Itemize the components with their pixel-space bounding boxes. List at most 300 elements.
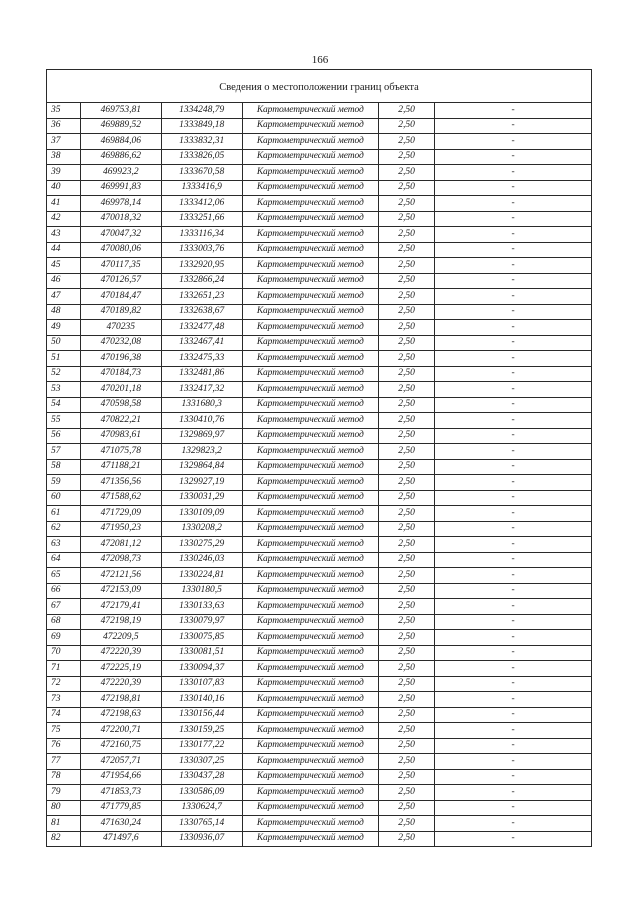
point-number-cell: 63 (47, 537, 81, 553)
coordinate-x-cell: 471950,23 (80, 521, 161, 537)
coordinate-y-cell: 1330307,25 (161, 754, 242, 770)
accuracy-cell: 2,50 (378, 413, 434, 429)
point-number-cell: 62 (47, 521, 81, 537)
point-number-cell: 79 (47, 785, 81, 801)
method-cell: Картометрический метод (242, 320, 378, 336)
coordinate-x-cell: 472179,41 (80, 599, 161, 615)
point-number-cell: 77 (47, 754, 81, 770)
accuracy-cell: 2,50 (378, 304, 434, 320)
accuracy-cell: 2,50 (378, 769, 434, 785)
point-number-cell: 44 (47, 242, 81, 258)
description-cell: - (435, 738, 592, 754)
accuracy-cell: 2,50 (378, 459, 434, 475)
point-number-cell: 53 (47, 382, 81, 398)
coordinate-x-cell: 472200,71 (80, 723, 161, 739)
table-row (47, 242, 592, 258)
description-cell: - (435, 816, 592, 832)
method-cell: Картометрический метод (242, 738, 378, 754)
point-number-cell: 73 (47, 692, 81, 708)
table-row (47, 738, 592, 754)
method-cell: Картометрический метод (242, 444, 378, 460)
table-row (47, 645, 592, 661)
table-row (47, 459, 592, 475)
accuracy-cell: 2,50 (378, 521, 434, 537)
accuracy-cell: 2,50 (378, 444, 434, 460)
description-cell: - (435, 444, 592, 460)
coordinate-x-cell: 472209,5 (80, 630, 161, 646)
table-row (47, 196, 592, 212)
table-row (47, 258, 592, 274)
method-cell: Картометрический метод (242, 304, 378, 320)
coordinate-x-cell: 471630,24 (80, 816, 161, 832)
method-cell: Картометрический метод (242, 459, 378, 475)
coordinate-y-cell: 1330156,44 (161, 707, 242, 723)
coordinate-y-cell: 1332481,86 (161, 366, 242, 382)
description-cell: - (435, 320, 592, 336)
table-row (47, 785, 592, 801)
method-cell: Картометрический метод (242, 785, 378, 801)
accuracy-cell: 2,50 (378, 599, 434, 615)
coordinate-y-cell: 1330224,81 (161, 568, 242, 584)
point-number-cell: 49 (47, 320, 81, 336)
point-number-cell: 71 (47, 661, 81, 677)
accuracy-cell: 2,50 (378, 211, 434, 227)
point-number-cell: 52 (47, 366, 81, 382)
point-number-cell: 47 (47, 289, 81, 305)
table-row (47, 599, 592, 615)
description-cell: - (435, 242, 592, 258)
table-title: Сведения о местоположении границ объекта (47, 70, 592, 103)
table-row (47, 335, 592, 351)
coordinate-y-cell: 1330246,03 (161, 552, 242, 568)
table-row (47, 428, 592, 444)
coordinate-y-cell: 1332638,67 (161, 304, 242, 320)
description-cell: - (435, 599, 592, 615)
method-cell: Картометрический метод (242, 258, 378, 274)
method-cell: Картометрический метод (242, 227, 378, 243)
point-number-cell: 60 (47, 490, 81, 506)
description-cell: - (435, 785, 592, 801)
method-cell: Картометрический метод (242, 552, 378, 568)
point-number-cell: 70 (47, 645, 81, 661)
coordinate-x-cell: 472198,19 (80, 614, 161, 630)
accuracy-cell: 2,50 (378, 118, 434, 134)
point-number-cell: 38 (47, 149, 81, 165)
coordinate-x-cell: 469923,2 (80, 165, 161, 181)
method-cell: Картометрический метод (242, 149, 378, 165)
table-row (47, 537, 592, 553)
table-row (47, 165, 592, 181)
coordinate-x-cell: 470018,32 (80, 211, 161, 227)
description-cell: - (435, 475, 592, 491)
boundary-coordinates-table (46, 69, 592, 847)
point-number-cell: 39 (47, 165, 81, 181)
point-number-cell: 78 (47, 769, 81, 785)
accuracy-cell: 2,50 (378, 676, 434, 692)
table-row (47, 320, 592, 336)
table-row (47, 475, 592, 491)
accuracy-cell: 2,50 (378, 475, 434, 491)
coordinate-y-cell: 1330275,29 (161, 537, 242, 553)
method-cell: Картометрический метод (242, 800, 378, 816)
table-row (47, 723, 592, 739)
description-cell: - (435, 227, 592, 243)
coordinate-x-cell: 471779,85 (80, 800, 161, 816)
accuracy-cell: 2,50 (378, 537, 434, 553)
table-row (47, 661, 592, 677)
point-number-cell: 74 (47, 707, 81, 723)
table-row (47, 568, 592, 584)
coordinate-x-cell: 470196,38 (80, 351, 161, 367)
coordinate-y-cell: 1330107,83 (161, 676, 242, 692)
accuracy-cell: 2,50 (378, 692, 434, 708)
description-cell: - (435, 614, 592, 630)
point-number-cell: 55 (47, 413, 81, 429)
description-cell: - (435, 103, 592, 119)
point-number-cell: 61 (47, 506, 81, 522)
coordinate-y-cell: 1330936,07 (161, 831, 242, 847)
accuracy-cell: 2,50 (378, 382, 434, 398)
accuracy-cell: 2,50 (378, 568, 434, 584)
point-number-cell: 41 (47, 196, 81, 212)
accuracy-cell: 2,50 (378, 723, 434, 739)
point-number-cell: 54 (47, 397, 81, 413)
coordinate-y-cell: 1330437,28 (161, 769, 242, 785)
coordinate-y-cell: 1330109,09 (161, 506, 242, 522)
method-cell: Картометрический метод (242, 831, 378, 847)
accuracy-cell: 2,50 (378, 831, 434, 847)
table-row (47, 351, 592, 367)
coordinate-x-cell: 472220,39 (80, 645, 161, 661)
point-number-cell: 50 (47, 335, 81, 351)
method-cell: Картометрический метод (242, 754, 378, 770)
accuracy-cell: 2,50 (378, 273, 434, 289)
accuracy-cell: 2,50 (378, 506, 434, 522)
coordinate-y-cell: 1330075,85 (161, 630, 242, 646)
accuracy-cell: 2,50 (378, 320, 434, 336)
method-cell: Картометрический метод (242, 506, 378, 522)
coordinate-x-cell: 469753,81 (80, 103, 161, 119)
coordinate-y-cell: 1333826,05 (161, 149, 242, 165)
table-row (47, 134, 592, 150)
table-row (47, 490, 592, 506)
accuracy-cell: 2,50 (378, 149, 434, 165)
description-cell: - (435, 490, 592, 506)
point-number-cell: 46 (47, 273, 81, 289)
accuracy-cell: 2,50 (378, 707, 434, 723)
method-cell: Картометрический метод (242, 692, 378, 708)
table-row (47, 149, 592, 165)
point-number-cell: 37 (47, 134, 81, 150)
coordinate-x-cell: 471729,09 (80, 506, 161, 522)
point-number-cell: 68 (47, 614, 81, 630)
method-cell: Картометрический метод (242, 103, 378, 119)
method-cell: Картометрический метод (242, 676, 378, 692)
point-number-cell: 48 (47, 304, 81, 320)
coordinate-y-cell: 1330765,14 (161, 816, 242, 832)
coordinate-y-cell: 1330159,25 (161, 723, 242, 739)
accuracy-cell: 2,50 (378, 738, 434, 754)
method-cell: Картометрический метод (242, 335, 378, 351)
table-row (47, 413, 592, 429)
coordinate-y-cell: 1332475,33 (161, 351, 242, 367)
method-cell: Картометрический метод (242, 351, 378, 367)
accuracy-cell: 2,50 (378, 552, 434, 568)
description-cell: - (435, 707, 592, 723)
table-row (47, 521, 592, 537)
description-cell: - (435, 304, 592, 320)
coordinate-x-cell: 472098,73 (80, 552, 161, 568)
description-cell: - (435, 754, 592, 770)
method-cell: Картометрический метод (242, 289, 378, 305)
point-number-cell: 43 (47, 227, 81, 243)
accuracy-cell: 2,50 (378, 614, 434, 630)
coordinate-x-cell: 470184,73 (80, 366, 161, 382)
method-cell: Картометрический метод (242, 165, 378, 181)
coordinate-y-cell: 1333849,18 (161, 118, 242, 134)
description-cell: - (435, 506, 592, 522)
coordinate-x-cell: 470232,08 (80, 335, 161, 351)
method-cell: Картометрический метод (242, 816, 378, 832)
point-number-cell: 36 (47, 118, 81, 134)
coordinate-x-cell: 469884,06 (80, 134, 161, 150)
coordinate-x-cell: 470184,47 (80, 289, 161, 305)
description-cell: - (435, 723, 592, 739)
accuracy-cell: 2,50 (378, 165, 434, 181)
coordinate-y-cell: 1331680,3 (161, 397, 242, 413)
coordinate-x-cell: 470822,21 (80, 413, 161, 429)
coordinate-x-cell: 470201,18 (80, 382, 161, 398)
method-cell: Картометрический метод (242, 118, 378, 134)
table-body (47, 103, 592, 847)
table-row (47, 180, 592, 196)
description-cell: - (435, 661, 592, 677)
accuracy-cell: 2,50 (378, 258, 434, 274)
coordinate-x-cell: 472121,56 (80, 568, 161, 584)
description-cell: - (435, 537, 592, 553)
point-number-cell: 59 (47, 475, 81, 491)
method-cell: Картометрический метод (242, 180, 378, 196)
point-number-cell: 58 (47, 459, 81, 475)
coordinate-x-cell: 470080,06 (80, 242, 161, 258)
point-number-cell: 69 (47, 630, 81, 646)
coordinate-x-cell: 471497,6 (80, 831, 161, 847)
accuracy-cell: 2,50 (378, 754, 434, 770)
description-cell: - (435, 118, 592, 134)
coordinate-x-cell: 472081,12 (80, 537, 161, 553)
point-number-cell: 75 (47, 723, 81, 739)
coordinate-y-cell: 1330133,63 (161, 599, 242, 615)
point-number-cell: 80 (47, 800, 81, 816)
coordinate-x-cell: 471588,62 (80, 490, 161, 506)
table-row (47, 630, 592, 646)
coordinate-x-cell: 470126,57 (80, 273, 161, 289)
accuracy-cell: 2,50 (378, 242, 434, 258)
accuracy-cell: 2,50 (378, 645, 434, 661)
accuracy-cell: 2,50 (378, 583, 434, 599)
method-cell: Картометрический метод (242, 413, 378, 429)
coordinate-y-cell: 1330031,29 (161, 490, 242, 506)
coordinate-y-cell: 1332477,48 (161, 320, 242, 336)
description-cell: - (435, 568, 592, 584)
coordinate-x-cell: 471075,78 (80, 444, 161, 460)
description-cell: - (435, 351, 592, 367)
coordinate-y-cell: 1330208,2 (161, 521, 242, 537)
coordinate-x-cell: 472198,63 (80, 707, 161, 723)
coordinate-x-cell: 472225,19 (80, 661, 161, 677)
point-number-cell: 81 (47, 816, 81, 832)
coordinate-x-cell: 471188,21 (80, 459, 161, 475)
description-cell: - (435, 413, 592, 429)
coordinate-x-cell: 472057,71 (80, 754, 161, 770)
accuracy-cell: 2,50 (378, 134, 434, 150)
table-row (47, 816, 592, 832)
coordinate-y-cell: 1332467,41 (161, 335, 242, 351)
table-row (47, 552, 592, 568)
description-cell: - (435, 428, 592, 444)
description-cell: - (435, 180, 592, 196)
coordinate-y-cell: 1330624,7 (161, 800, 242, 816)
point-number-cell: 65 (47, 568, 81, 584)
accuracy-cell: 2,50 (378, 366, 434, 382)
point-number-cell: 66 (47, 583, 81, 599)
coordinate-y-cell: 1333412,06 (161, 196, 242, 212)
coordinate-x-cell: 469978,14 (80, 196, 161, 212)
method-cell: Картометрический метод (242, 769, 378, 785)
coordinate-x-cell: 470047,32 (80, 227, 161, 243)
coordinate-y-cell: 1330079,97 (161, 614, 242, 630)
table-row (47, 289, 592, 305)
coordinate-y-cell: 1330094,37 (161, 661, 242, 677)
coordinate-y-cell: 1333003,76 (161, 242, 242, 258)
method-cell: Картометрический метод (242, 196, 378, 212)
coordinate-y-cell: 1330410,76 (161, 413, 242, 429)
accuracy-cell: 2,50 (378, 227, 434, 243)
description-cell: - (435, 397, 592, 413)
accuracy-cell: 2,50 (378, 490, 434, 506)
coordinate-x-cell: 470117,35 (80, 258, 161, 274)
method-cell: Картометрический метод (242, 382, 378, 398)
point-number-cell: 57 (47, 444, 81, 460)
accuracy-cell: 2,50 (378, 428, 434, 444)
point-number-cell: 67 (47, 599, 81, 615)
coordinate-y-cell: 1330180,5 (161, 583, 242, 599)
description-cell: - (435, 459, 592, 475)
table-row (47, 506, 592, 522)
method-cell: Картометрический метод (242, 134, 378, 150)
coordinate-x-cell: 471356,56 (80, 475, 161, 491)
table-row (47, 211, 592, 227)
coordinate-x-cell: 472198,81 (80, 692, 161, 708)
point-number-cell: 35 (47, 103, 81, 119)
description-cell: - (435, 800, 592, 816)
coordinate-y-cell: 1330081,51 (161, 645, 242, 661)
description-cell: - (435, 645, 592, 661)
point-number-cell: 40 (47, 180, 81, 196)
method-cell: Картометрический метод (242, 521, 378, 537)
table-row (47, 754, 592, 770)
coordinate-y-cell: 1330586,09 (161, 785, 242, 801)
table-row (47, 831, 592, 847)
method-cell: Картометрический метод (242, 661, 378, 677)
coordinate-x-cell: 471853,73 (80, 785, 161, 801)
table-row (47, 366, 592, 382)
accuracy-cell: 2,50 (378, 180, 434, 196)
table-row (47, 397, 592, 413)
table-row (47, 273, 592, 289)
description-cell: - (435, 165, 592, 181)
point-number-cell: 51 (47, 351, 81, 367)
description-cell: - (435, 289, 592, 305)
table-row (47, 444, 592, 460)
coordinate-x-cell: 469991,83 (80, 180, 161, 196)
coordinate-y-cell: 1330140,16 (161, 692, 242, 708)
coordinate-y-cell: 1333832,31 (161, 134, 242, 150)
method-cell: Картометрический метод (242, 366, 378, 382)
description-cell: - (435, 831, 592, 847)
method-cell: Картометрический метод (242, 645, 378, 661)
coordinate-y-cell: 1329869,97 (161, 428, 242, 444)
point-number-cell: 76 (47, 738, 81, 754)
description-cell: - (435, 196, 592, 212)
coordinate-x-cell: 472160,75 (80, 738, 161, 754)
method-cell: Картометрический метод (242, 568, 378, 584)
coordinate-x-cell: 471954,66 (80, 769, 161, 785)
description-cell: - (435, 273, 592, 289)
coordinate-y-cell: 1329823,2 (161, 444, 242, 460)
method-cell: Картометрический метод (242, 707, 378, 723)
coordinate-y-cell: 1332417,32 (161, 382, 242, 398)
point-number-cell: 72 (47, 676, 81, 692)
method-cell: Картометрический метод (242, 397, 378, 413)
description-cell: - (435, 335, 592, 351)
accuracy-cell: 2,50 (378, 785, 434, 801)
table-row (47, 800, 592, 816)
description-cell: - (435, 583, 592, 599)
table-row (47, 304, 592, 320)
description-cell: - (435, 149, 592, 165)
table-row (47, 769, 592, 785)
point-number-cell: 82 (47, 831, 81, 847)
accuracy-cell: 2,50 (378, 800, 434, 816)
coordinate-x-cell: 469889,52 (80, 118, 161, 134)
method-cell: Картометрический метод (242, 583, 378, 599)
accuracy-cell: 2,50 (378, 351, 434, 367)
accuracy-cell: 2,50 (378, 397, 434, 413)
description-cell: - (435, 366, 592, 382)
point-number-cell: 56 (47, 428, 81, 444)
coordinate-y-cell: 1332651,23 (161, 289, 242, 305)
page-number: 166 (311, 54, 329, 66)
table-row (47, 707, 592, 723)
method-cell: Картометрический метод (242, 475, 378, 491)
coordinate-x-cell: 470189,82 (80, 304, 161, 320)
description-cell: - (435, 211, 592, 227)
coordinate-y-cell: 1329927,19 (161, 475, 242, 491)
table-row (47, 382, 592, 398)
accuracy-cell: 2,50 (378, 816, 434, 832)
coordinate-y-cell: 1333670,58 (161, 165, 242, 181)
point-number-cell: 64 (47, 552, 81, 568)
method-cell: Картометрический метод (242, 428, 378, 444)
method-cell: Картометрический метод (242, 537, 378, 553)
description-cell: - (435, 552, 592, 568)
table-row (47, 676, 592, 692)
coordinate-y-cell: 1329864,84 (161, 459, 242, 475)
accuracy-cell: 2,50 (378, 289, 434, 305)
method-cell: Картометрический метод (242, 273, 378, 289)
coordinate-y-cell: 1332920,95 (161, 258, 242, 274)
